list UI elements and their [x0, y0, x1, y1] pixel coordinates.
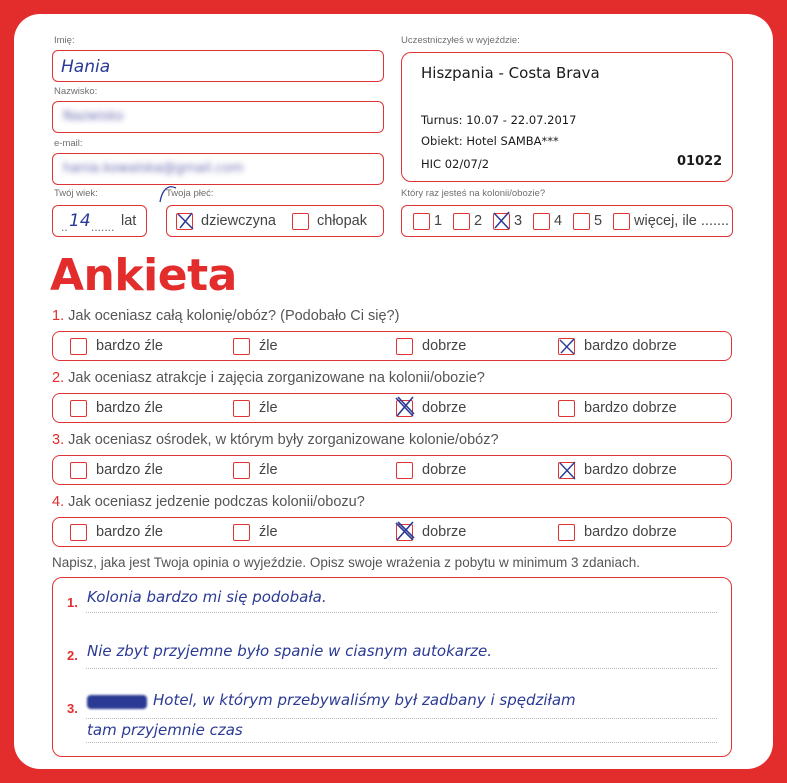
opinion-line-3-number: 3. [67, 701, 78, 716]
email-value: hania.kowalska@gmail.com [63, 161, 244, 176]
q4-option-bardzo-zle: bardzo źle [96, 524, 163, 540]
q2-option-dobrze: dobrze [422, 400, 467, 416]
q3-option-zle: źle [259, 462, 278, 478]
plec-label: Twoja płeć: [166, 188, 214, 199]
times-checkbox-2[interactable] [453, 213, 470, 230]
times-option-4: 4 [554, 213, 563, 229]
wiek-dots: .. [61, 220, 68, 234]
plec-option-chlopak: chłopak [317, 213, 367, 229]
check-x-icon [556, 458, 578, 482]
scribble-blot [87, 695, 147, 709]
q4-checkbox-bardzo-dobrze[interactable] [558, 524, 575, 541]
question-1-number: 1. [52, 308, 65, 324]
question-1 [52, 308, 399, 324]
opinion-line-1-text: Kolonia bardzo mi się podobała. [87, 588, 327, 606]
question-3-text: Jak oceniasz ośrodek, w którym były zorganizowane kolonie/obóz? [68, 432, 499, 448]
question-1-text: Jak oceniasz całą kolonię/obóz? (Podobało Ci się?) [68, 308, 400, 324]
check-x-icon [556, 335, 578, 357]
q1-checkbox-dobrze[interactable] [396, 338, 413, 355]
q3-checkbox-bardzo-zle[interactable] [70, 462, 87, 479]
wiek-dots-after: ....... [91, 220, 115, 234]
q3-checkbox-dobrze[interactable] [396, 462, 413, 479]
nazwisko-value: Nazwisko [63, 109, 124, 124]
opinion-line-4-rule [86, 742, 717, 743]
question-2-number: 2. [52, 370, 65, 386]
question-4 [52, 494, 365, 510]
q4-option-dobrze: dobrze [422, 524, 467, 540]
opinion-line-1-rule [86, 612, 717, 613]
q1-option-dobrze: dobrze [422, 338, 467, 354]
question-4-text: Jak oceniasz jedzenie podczas kolonii/obozu? [68, 494, 365, 510]
q2-option-bardzo-dobrze: bardzo dobrze [584, 400, 677, 416]
wiek-label: Twój wiek: [54, 188, 98, 199]
q2-option-zle: źle [259, 400, 278, 416]
trip-destination: Hiszpania - Costa Brava [421, 64, 600, 82]
times-label: Który raz jesteś na kolonii/obozie? [401, 188, 546, 199]
question-4-number: 4. [52, 494, 65, 510]
imie-field[interactable] [52, 50, 384, 82]
q1-option-bardzo-dobrze: bardzo dobrze [584, 338, 677, 354]
q3-checkbox-zle[interactable] [233, 462, 250, 479]
wiek-field[interactable] [52, 205, 147, 237]
q4-option-bardzo-dobrze: bardzo dobrze [584, 524, 677, 540]
times-option-more: więcej, ile ....... [634, 213, 730, 229]
times-checkbox-5[interactable] [573, 213, 590, 230]
survey-title: Ankieta [50, 250, 237, 301]
q2-checkbox-bardzo-dobrze[interactable] [558, 400, 575, 417]
times-checkbox-more[interactable] [613, 213, 630, 230]
q2-checkbox-zle[interactable] [233, 400, 250, 417]
times-field [401, 205, 733, 237]
plec-option-dziewczyna: dziewczyna [201, 213, 276, 229]
check-x-icon [393, 394, 417, 420]
q3-option-dobrze: dobrze [422, 462, 467, 478]
q1-option-bardzo-zle: bardzo źle [96, 338, 163, 354]
q1-option-zle: źle [259, 338, 278, 354]
question-2-options [52, 393, 732, 423]
q2-checkbox-bardzo-zle[interactable] [70, 400, 87, 417]
opinion-line-2-text: Nie zbyt przyjemne było spanie w ciasnym autokarze. [87, 642, 492, 660]
question-2-text: Jak oceniasz atrakcje i zajęcia zorganizowane na kolonii/obozie? [68, 370, 485, 386]
nazwisko-field[interactable] [52, 101, 384, 133]
opinion-line-1-number: 1. [67, 595, 78, 610]
question-4-options [52, 517, 732, 547]
email-label: e-mail: [54, 138, 83, 149]
opinion-line-3-rule [86, 718, 717, 719]
handwritten-stroke [156, 180, 186, 210]
question-3-number: 3. [52, 432, 65, 448]
check-x-icon [393, 519, 417, 544]
times-option-1: 1 [434, 213, 443, 229]
q4-option-zle: źle [259, 524, 278, 540]
q2-option-bardzo-zle: bardzo źle [96, 400, 163, 416]
times-option-3: 3 [514, 213, 523, 229]
trip-code: HIC 02/07/2 [421, 157, 490, 171]
opinion-line-3-text: Hotel, w którym przebywaliśmy był zadbany i spędziłam [153, 691, 576, 709]
question-3 [52, 432, 499, 448]
trip-obiekt: Obiekt: Hotel SAMBA*** [421, 134, 559, 148]
opinion-line-2-number: 2. [67, 648, 78, 663]
opinion-prompt: Napisz, jaka jest Twoja opinia o wyjeździe. Opisz swoje wrażenia z pobytu w minimum 3 zdaniach. [52, 555, 641, 570]
q4-checkbox-bardzo-zle[interactable] [70, 524, 87, 541]
times-checkbox-4[interactable] [533, 213, 550, 230]
opinion-box[interactable] [52, 577, 732, 757]
imie-label: Imię: [54, 35, 75, 46]
times-checkbox-1[interactable] [413, 213, 430, 230]
trip-number: 01022 [677, 154, 723, 169]
plec-field [166, 205, 384, 237]
check-x-icon [491, 209, 513, 232]
nazwisko-label: Nazwisko: [54, 86, 98, 97]
question-1-options [52, 331, 732, 361]
trip-label: Uczestniczyłeś w wyjeździe: [401, 35, 520, 46]
email-field[interactable] [52, 153, 384, 185]
question-2 [52, 370, 485, 386]
trip-turnus: Turnus: 10.07 - 22.07.2017 [421, 113, 577, 127]
q1-checkbox-bardzo-zle[interactable] [70, 338, 87, 355]
wiek-suffix: lat [121, 213, 137, 229]
times-option-5: 5 [594, 213, 603, 229]
opinion-line-2-rule [86, 668, 717, 669]
q3-option-bardzo-dobrze: bardzo dobrze [584, 462, 677, 478]
plec-checkbox-chlopak[interactable] [292, 213, 309, 230]
opinion-line-4-text: tam przyjemnie czas [87, 721, 243, 739]
imie-value: Hania [61, 57, 111, 77]
times-option-2: 2 [474, 213, 483, 229]
q4-checkbox-zle[interactable] [233, 524, 250, 541]
trip-box [401, 52, 733, 182]
wiek-value: 14 [69, 211, 91, 231]
q3-option-bardzo-zle: bardzo źle [96, 462, 163, 478]
q1-checkbox-zle[interactable] [233, 338, 250, 355]
question-3-options [52, 455, 732, 485]
check-x-icon [175, 210, 197, 232]
